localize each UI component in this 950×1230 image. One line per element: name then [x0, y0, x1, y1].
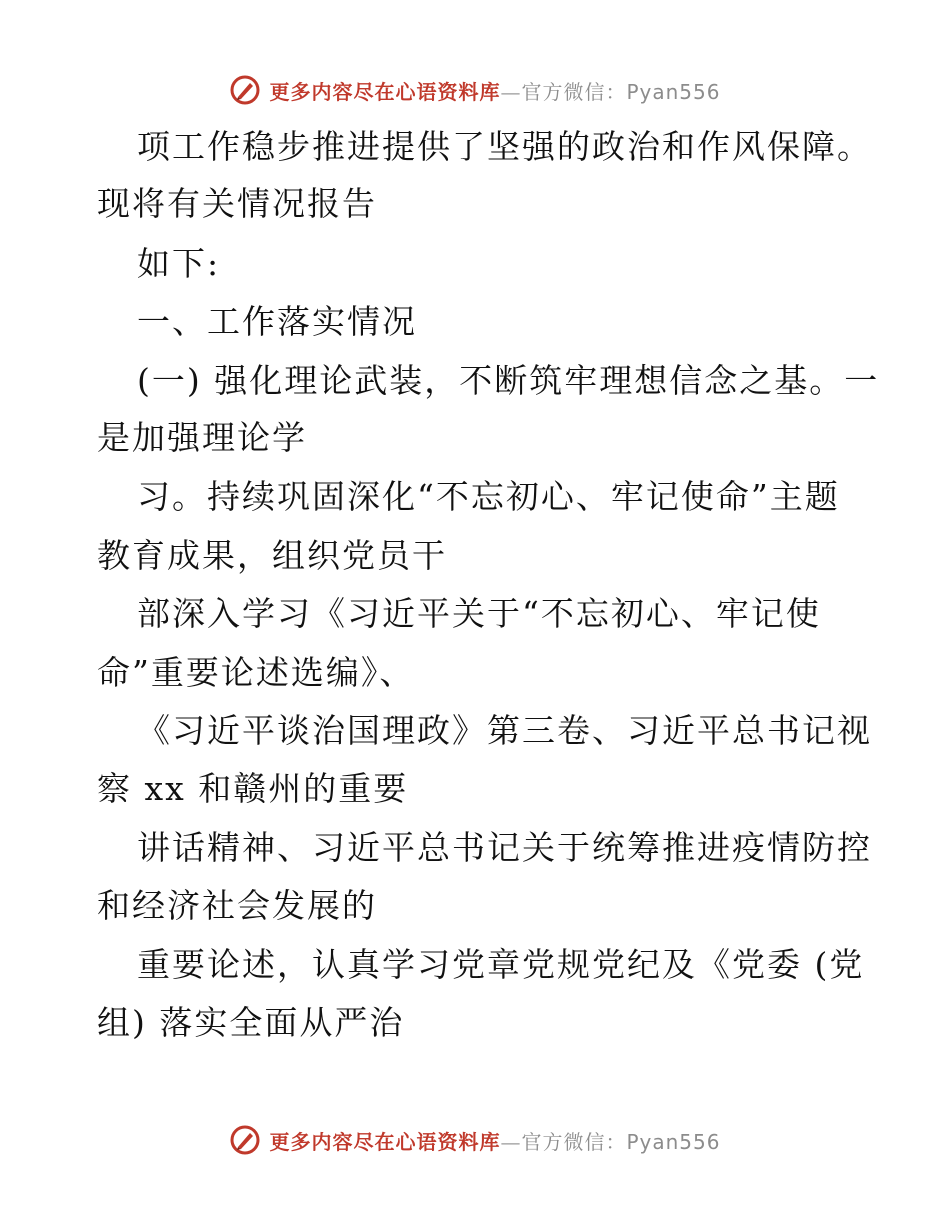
body-line: 《习近平谈治国理政》第三卷、习近平总书记视 [137, 711, 872, 750]
banner-dash: — [500, 1129, 522, 1154]
body-line: 组) 落实全面从严治 [97, 1003, 405, 1042]
banner-contact: 官方微信：Pyan556 [521, 79, 721, 104]
body-line: 察 xx 和赣州的重要 [97, 769, 409, 808]
body-line: 教育成果，组织党员干 [97, 536, 447, 575]
pen-logo-icon [229, 74, 261, 106]
footer-banner [0, 1120, 950, 1160]
body-line: 讲话精神、习近平总书记关于统筹推进疫情防控 [137, 828, 872, 867]
body-line: 是加强理论学 [97, 418, 307, 457]
banner-site: 更多内容尽在心语资料库 [269, 1129, 501, 1154]
section-heading: 一、工作落实情况 [137, 302, 417, 341]
banner-dash: — [500, 79, 522, 104]
pen-logo-icon [229, 1124, 261, 1156]
body-line: 现将有关情况报告 [97, 184, 377, 223]
body-line: 项工作稳步推进提供了坚强的政治和作风保障。 [137, 127, 872, 166]
body-line: 命”重要论述选编》、 [97, 653, 415, 692]
banner-text [269, 76, 720, 105]
body-line: 重要论述，认真学习党章党规党纪及《党委 (党 [137, 945, 865, 984]
subsection-heading: (一) 强化理论武装，不断筑牢理想信念之基。一 [137, 361, 880, 400]
body-line: 部深入学习《习近平关于“不忘初心、牢记使 [137, 594, 821, 633]
banner-site: 更多内容尽在心语资料库 [269, 79, 501, 104]
body-line: 如下: [137, 244, 221, 283]
banner-contact: 官方微信：Pyan556 [521, 1129, 721, 1154]
body-line: 习。持续巩固深化“不忘初心、牢记使命”主题 [137, 477, 840, 516]
banner-text [269, 1126, 720, 1155]
body-line: 和经济社会发展的 [97, 886, 377, 925]
header-banner [0, 70, 950, 110]
